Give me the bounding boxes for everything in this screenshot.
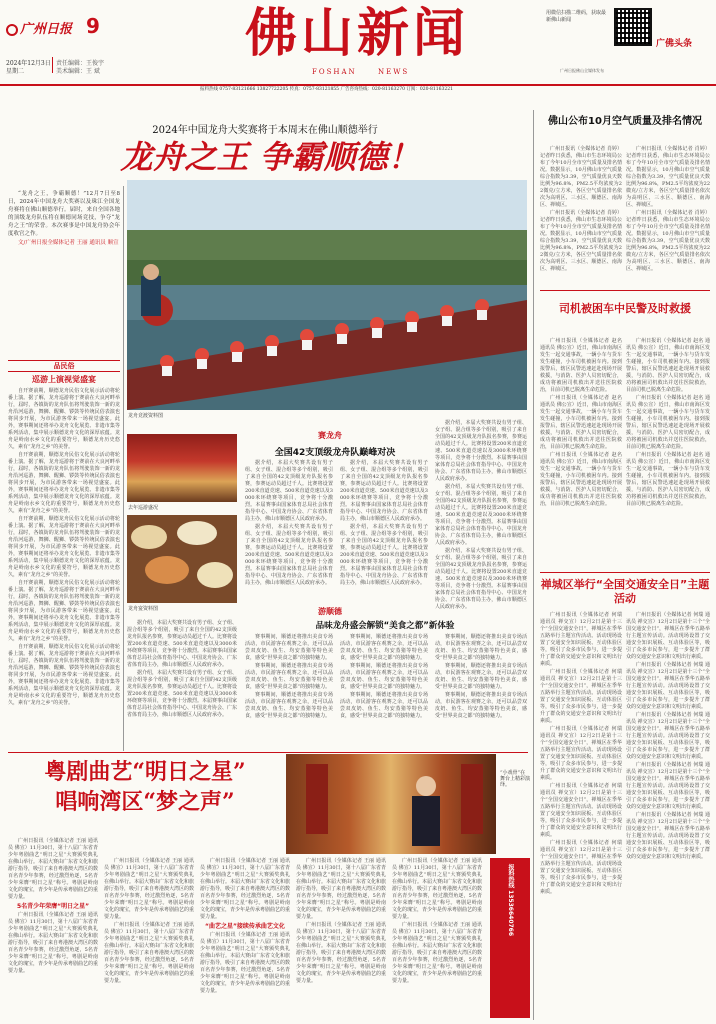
qr-caption: 用微信扫描二维码，获取最新佛山新闻	[546, 10, 607, 23]
section-en-left: FOSHAN	[312, 68, 357, 76]
story-rule	[540, 290, 710, 291]
dragon-boat-photo	[127, 180, 527, 410]
banquet-photo	[127, 515, 237, 603]
logo-icon	[6, 24, 18, 36]
story3-title: 禅城区举行“全国交通安全日”主题活动	[540, 578, 710, 605]
lead-byline: 文/广州日报全媒体记者 王丽 通讯员 顺宣	[18, 240, 119, 246]
lead-intro: “龙舟之王，争霸顺德！”12月7日至8日，2024年中国龙舟大奖赛以及珠江全国龙舟赛将在佛山顺德举行。届时，来自全国各地的顶级龙舟队伍将在顺德同场竞技，争夺“龙舟之王”的荣誉。本次赛事是中国龙舟协会年度收官之作。 文/广州日报全媒体记者 王丽 通讯员 顺宣	[8, 191, 120, 246]
sub-label: 赛龙舟	[318, 431, 342, 440]
bottom-col1: 广州日报讯（全媒体记者 王丽 通讯员 佛宣）11月30日，第十八届广东省青少年粤剧曲艺“明日之星”大赛颁奖典礼在佛山举行。本届大赛由广东省文化和旅游厅指导，吸引了来自粤港澳大湾区的数百名青少年参赛，经过激烈角逐，5名青少年荣膺“明日之星”称号。粤剧是岭南文化的瑰宝，青少年是传承粤剧曲艺的重要力量。 5名青少年荣膺“明日之星” 广州日报讯（全媒体记者 王丽 通讯员 佛宣）11月30日，第十八届广东省青少年粤剧曲艺“明日之星”大赛颁奖典礼在佛山举行。本届大赛由广东省文化和旅游厅指导，吸引了来自粤港澳大湾区的数百名青少年参赛，经过激烈角逐，5名青少年荣膺“明日之星”称号。粤剧是岭南文化的瑰宝，青少年是传承粤剧曲艺的重要力量。	[8, 838, 99, 974]
brand-sub: 广州日报佛山全媒体发布	[560, 68, 604, 73]
opera-performer	[286, 754, 496, 854]
bottom-col4: 广州日报讯（全媒体记者 王丽 通讯员 佛宣）11月30日，第十八届广东省青少年粤剧曲艺“明日之星”大赛颁奖典礼在佛山举行。本届大赛由广东省文化和旅游厅指导，吸引了来自粤港澳大湾区的数百名青少年参赛，经过激烈角逐，5名青少年荣膺“明日之星”称号。粤剧是岭南文化的瑰宝，青少年是传承粤剧曲艺的重要力量。 广州日报讯（全媒体记者 王丽 通讯员 佛宣）11月30日，第十八届广东省青少年粤剧曲艺“明日之星”大赛颁奖典礼在佛山举行。本届大赛由广东省文化和旅游厅指导，吸引了来自粤港澳大湾区的数百名青少年参赛，经过激烈角逐，5名青少年荣膺“明日之星”称号。粤剧是岭南文化的瑰宝，青少年是传承粤剧曲艺的重要力量。	[296, 858, 387, 984]
bottom-rule	[8, 752, 528, 753]
bottom-subhead-1: 5名青少年荣膺“明日之星”	[16, 903, 90, 910]
lead-title: 龙舟之王 争霸顺德！	[120, 138, 420, 176]
sub-text-col3: 据介绍，本届大奖赛共设有男子组、女子组、混合组等多个组别，吸引了来自全国的42支顶级龙舟队报名参赛，参赛运动员超过千人。比赛将设置200米直道竞速、500米直道竞速以及3000米环绕赛等项目，竞争将十分激烈。本届赛事由国家体育总局社会体育指导中心、中国龙舟协会、广东省体育局主办，佛山市顺德区人民政府承办。 据介绍，本届大奖赛共设有男子组、女子组、混合组等多个组别，吸引了来自全国的42支顶级龙舟队报名参赛，参赛运动员超过千人。比赛将设置200米直道竞速、500米直道竞速以及3000米环绕赛等项目，竞争将十分激烈。本届赛事由国家体育总局社会体育指导中心、中国龙舟协会、广东省体育局主办，佛山市顺德区人民政府承办。 据介绍，本届大奖赛共设有男子组、女子组、混合组等多个组别，吸引了来自全国的42支顶级龙舟队报名参赛，参赛运动员超过千人。比赛将设置200米直道竞速、500米直道竞速以及3000米环绕赛等项目，竞争将十分激烈。本届赛事由国家体育总局社会体育指导中心、中国龙舟协会、广东省体育局主办，佛山市顺德区人民政府承办。	[435, 420, 527, 610]
column-divider	[533, 110, 534, 1020]
sub2-text-col1: 赛事期间，顺德还将推出美食专场活动，市民游客在观赛之余，还可以品尝双皮奶、鱼生、均安蒸猪等特色美食，感受“世界美食之都”的独特魅力。 赛事期间，顺德还将推出美食专场活动，市民游客在观赛之余，还可以品尝双皮奶、鱼生、均安蒸猪等特色美食，感受“世界美食之都”的独特魅力。 赛事期间，顺德还将推出美食专场活动，市民游客在观赛之余，还可以品尝双皮奶、鱼生、均安蒸猪等特色美食，感受“世界美食之都”的独特魅力。	[245, 634, 333, 719]
bottom-col5: 广州日报讯（全媒体记者 王丽 通讯员 佛宣）11月30日，第十八届广东省青少年粤剧曲艺“明日之星”大赛颁奖典礼在佛山举行。本届大赛由广东省文化和旅游厅指导，吸引了来自粤港澳大湾区的数百名青少年参赛，经过激烈角逐，5名青少年荣膺“明日之星”称号。粤剧是岭南文化的瑰宝，青少年是传承粤剧曲艺的重要力量。 广州日报讯（全媒体记者 王丽 通讯员 佛宣）11月30日，第十八届广东省青少年粤剧曲艺“明日之星”大赛颁奖典礼在佛山举行。本届大赛由广东省文化和旅游厅指导，吸引了来自粤港澳大湾区的数百名青少年参赛，经过激烈角逐，5名青少年荣膺“明日之星”称号。粤剧是岭南文化的瑰宝，青少年是传承粤剧曲艺的重要力量。	[392, 858, 483, 984]
lead-photo	[127, 180, 527, 410]
brand-label: 广佛头条	[656, 39, 693, 49]
parade-photo	[127, 434, 237, 502]
story-rule	[540, 572, 710, 573]
qr-code[interactable]	[614, 8, 652, 46]
banquet-dishes	[127, 515, 237, 603]
lead-photo-caption: 龙舟竞渡资料图	[128, 413, 164, 419]
sub-title: 全国42支顶级龙舟队巅峰对决	[274, 448, 396, 458]
sub-title-2: 品味龙舟盛会解锁“美食之都”新体验	[315, 621, 455, 631]
bottom-title-1: 粤剧曲艺“明日之星”	[44, 759, 246, 785]
hotline-vertical: 报料热线 13536640766	[507, 864, 514, 937]
sub-text-col1: 据介绍，本届大奖赛共设有男子组、女子组、混合组等多个组别，吸引了来自全国的42支顶级龙舟队报名参赛，参赛运动员超过千人。比赛将设置200米直道竞速、500米直道竞速以及3000米环绕赛等项目，竞争将十分激烈。本届赛事由国家体育总局社会体育指导中心、中国龙舟协会、广东省体育局主办，佛山市顺德区人民政府承办。 据介绍，本届大奖赛共设有男子组、女子组、混合组等多个组别，吸引了来自全国的42支顶级龙舟队报名参赛，参赛运动员超过千人。比赛将设置200米直道竞速、500米直道竞速以及3000米环绕赛等项目，竞争将十分激烈。本届赛事由国家体育总局社会体育指导中心、中国龙舟协会、广东省体育局主办，佛山市顺德区人民政府承办。	[245, 460, 333, 586]
story3-text-a: 广州日报讯（全媒体记者 何瑞 通讯员 禅交宣）12月2日是第十三个“全国交通安全日”，禅城区在季华五路举行主题宣传活动。活动现场设置了交通安全知识展板、互动体验区等，吸引了众多市民参与，进一步提升了群众的交通安全意识和文明出行素质。 广州日报讯（全媒体记者 何瑞 通讯员 禅交宣）12月2日是第十三个“全国交通安全日”，禅城区在季华五路举行主题宣传活动。活动现场设置了交通安全知识展板、互动体验区等，吸引了众多市民参与，进一步提升了群众的交通安全意识和文明出行素质。 广州日报讯（全媒体记者 何瑞 通讯员 禅交宣）12月2日是第十三个“全国交通安全日”，禅城区在季华五路举行主题宣传活动。活动现场设置了交通安全知识展板、互动体验区等，吸引了众多市民参与，进一步提升了群众的交通安全意识和文明出行素质。 广州日报讯（全媒体记者 何瑞 通讯员 禅交宣）12月2日是第十三个“全国交通安全日”，禅城区在季华五路举行主题宣传活动。活动现场设置了交通安全知识展板、互动体验区等，吸引了众多市民参与，进一步提升了群众的交通安全意识和文明出行素质。 广州日报讯（全媒体记者 何瑞 通讯员 禅交宣）12月2日是第十三个“全国交通安全日”，禅城区在季华五路举行主题宣传活动。活动现场设置了交通安全知识展板、互动体验区等，吸引了众多市民参与，进一步提升了群众的交通安全意识和文明出行素质。	[540, 612, 622, 895]
masthead	[0, 0, 716, 90]
newspaper-logo: 广州日报	[6, 18, 72, 37]
column-title: 巡游上演视觉盛宴	[32, 375, 96, 384]
section-en-right: NEWS	[378, 68, 410, 76]
story1-text-b: 广州日报讯（全媒体记者 肖婷）记者昨日获悉，佛山市生态环境局公布了今年10月全市空气质量及排名情况。数据显示，10月佛山市空气质量综合指数为3.39，空气质量优良天数比例为96.8%，PM2.5平均浓度为22微克/立方米，各区空气质量排名依次为高明区、三水区、顺德区、南海区、禅城区。 广州日报讯（全媒体记者 肖婷）记者昨日获悉，佛山市生态环境局公布了今年10月全市空气质量及排名情况。数据显示，10月佛山市空气质量综合指数为3.39，空气质量优良天数比例为96.8%，PM2.5平均浓度为22微克/立方米，各区空气质量排名依次为高明区、三水区、顺德区、南海区、禅城区。	[626, 146, 710, 272]
page-number: 9	[86, 14, 100, 38]
bottom-col2: 广州日报讯（全媒体记者 王丽 通讯员 佛宣）11月30日，第十八届广东省青少年粤剧曲艺“明日之星”大赛颁奖典礼在佛山举行。本届大赛由广东省文化和旅游厅指导，吸引了来自粤港澳大湾区的数百名青少年参赛，经过激烈角逐，5名青少年荣膺“明日之星”称号。粤剧是岭南文化的瑰宝，青少年是传承粤剧曲艺的重要力量。 广州日报讯（全媒体记者 王丽 通讯员 佛宣）11月30日，第十八届广东省青少年粤剧曲艺“明日之星”大赛颁奖典礼在佛山举行。本届大赛由广东省文化和旅游厅指导，吸引了来自粤港澳大湾区的数百名青少年参赛，经过激烈角逐，5名青少年荣膺“明日之星”称号。粤剧是岭南文化的瑰宝，青少年是传承粤剧曲艺的重要力量。	[104, 858, 195, 984]
story1-text-a: 广州日报讯（全媒体记者 肖婷）记者昨日获悉，佛山市生态环境局公布了今年10月全市空气质量及排名情况。数据显示，10月佛山市空气质量综合指数为3.39，空气质量优良天数比例为96.8%，PM2.5平均浓度为22微克/立方米，各区空气质量排名依次为高明区、三水区、顺德区、南海区、禅城区。 广州日报讯（全媒体记者 肖婷）记者昨日获悉，佛山市生态环境局公布了今年10月全市空气质量及排名情况。数据显示，10月佛山市空气质量综合指数为3.39，空气质量优良天数比例为96.8%，PM2.5平均浓度为22微克/立方米，各区空气质量排名依次为高明区、三水区、顺德区、南海区、禅城区。	[540, 146, 622, 272]
banquet-photo-caption: 龙舟宴资料图	[128, 606, 159, 612]
divider	[52, 57, 53, 73]
sub-label-2: 游顺德	[318, 607, 342, 616]
section-title: 佛山新闻	[245, 3, 470, 64]
column-label: 品民俗	[53, 362, 75, 370]
bottom-subhead-2: “曲艺之星”接续传承曲艺文化	[205, 923, 285, 930]
sub2-text-col3: 赛事期间，顺德还将推出美食专场活动，市民游客在观赛之余，还可以品尝双皮奶、鱼生、均安蒸猪等特色美食，感受“世界美食之都”的独特魅力。 赛事期间，顺德还将推出美食专场活动，市民游客在观赛之余，还可以品尝双皮奶、鱼生、均安蒸猪等特色美食，感受“世界美食之都”的独特魅力。 赛事期间，顺德还将推出美食专场活动，市民游客在观赛之余，还可以品尝双皮奶、鱼生、均安蒸猪等特色美食，感受“世界美食之都”的独特魅力。	[435, 634, 527, 719]
story1-title: 佛山公布10月空气质量及排名情况	[548, 116, 702, 127]
column-divider	[123, 186, 124, 751]
date: 2024年12月3日	[6, 60, 51, 67]
bottom-col3: 广州日报讯（全媒体记者 王丽 通讯员 佛宣）11月30日，第十八届广东省青少年粤剧曲艺“明日之星”大赛颁奖典礼在佛山举行。本届大赛由广东省文化和旅游厅指导，吸引了来自粤港澳大湾区的数百名青少年参赛，经过激烈角逐，5名青少年荣膺“明日之星”称号。粤剧是岭南文化的瑰宝，青少年是传承粤剧曲艺的重要力量。 “曲艺之星”接续传承曲艺文化 广州日报讯（全媒体记者 王丽 通讯员 佛宣）11月30日，第十八届广东省青少年粤剧曲艺“明日之星”大赛颁奖典礼在佛山举行。本届大赛由广东省文化和旅游厅指导，吸引了来自粤港澳大湾区的数百名青少年参赛，经过激烈角逐，5名青少年荣膺“明日之星”称号。粤剧是岭南文化的瑰宝，青少年是传承粤剧曲艺的重要力量。	[200, 858, 291, 994]
hotline-strip	[490, 858, 530, 1018]
art-editor: 美术编辑：王 斌	[56, 68, 100, 75]
column-label-box	[8, 360, 120, 372]
opera-photo	[286, 754, 496, 854]
opera-photo-caption: “小戏骨”在舞台上精彩演绎。	[500, 770, 531, 788]
weekday: 星期二	[6, 68, 25, 75]
editor: 责任编辑：王俊宇	[56, 60, 105, 67]
lead-col-text-left: 据介绍，本届大奖赛共设有男子组、女子组、混合组等多个组别，吸引了来自全国的42支顶级龙舟队报名参赛，参赛运动员超过千人。比赛将设置200米直道竞速、500米直道竞速以及3000米环绕赛等项目，竞争将十分激烈。本届赛事由国家体育总局社会体育指导中心、中国龙舟协会、广东省体育局主办，佛山市顺德区人民政府承办。 据介绍，本届大奖赛共设有男子组、女子组、混合组等多个组别，吸引了来自全国的42支顶级龙舟队报名参赛，参赛运动员超过千人。比赛将设置200米直道竞速、500米直道竞速以及3000米环绕赛等项目，竞争将十分激烈。本届赛事由国家体育总局社会体育指导中心、中国龙舟协会、广东省体育局主办，佛山市顺德区人民政府承办。	[127, 620, 238, 718]
sub-text-col2: 据介绍，本届大奖赛共设有男子组、女子组、混合组等多个组别，吸引了来自全国的42支顶级龙舟队报名参赛，参赛运动员超过千人。比赛将设置200米直道竞速、500米直道竞速以及3000米环绕赛等项目，竞争将十分激烈。本届赛事由国家体育总局社会体育指导中心、中国龙舟协会、广东省体育局主办，佛山市顺德区人民政府承办。 据介绍，本届大奖赛共设有男子组、女子组、混合组等多个组别，吸引了来自全国的42支顶级龙舟队报名参赛，参赛运动员超过千人。比赛将设置200米直道竞速、500米直道竞速以及3000米环绕赛等项目，竞争将十分激烈。本届赛事由国家体育总局社会体育指导中心、中国龙舟协会、广东省体育局主办，佛山市顺德区人民政府承办。	[340, 460, 428, 586]
parade-photo-caption: 去年巡游盛况	[128, 505, 159, 511]
lead-kicker: 2024年中国龙舟大奖赛将于本周末在佛山顺德举行	[152, 125, 378, 136]
story2-title: 司机被困车中民警及时救援	[559, 302, 691, 315]
sub2-text-col2: 赛事期间，顺德还将推出美食专场活动，市民游客在观赛之余，还可以品尝双皮奶、鱼生、均安蒸猪等特色美食，感受“世界美食之都”的独特魅力。 赛事期间，顺德还将推出美食专场活动，市民游客在观赛之余，还可以品尝双皮奶、鱼生、均安蒸猪等特色美食，感受“世界美食之都”的独特魅力。 赛事期间，顺德还将推出美食专场活动，市民游客在观赛之余，还可以品尝双皮奶、鱼生、均安蒸猪等特色美食，感受“世界美食之都”的独特魅力。	[340, 634, 428, 719]
column-text: 自开赛前期，顺德龙舟民俗文化展示活动将轮番上演。据了解，龙舟巡游将于赛前在大良河畔举行，届时，各镇街的龙舟队伍将驾驶装饰一新的龙舟沿河巡游，舞狮、醒狮、锣鼓等传统民俗表演也将同步开展，为市民游客带来一场视觉盛宴。此外，赛事期间还将举办龙舟文化展览、非遗市集等系列活动，集中展示顺德龙舟文化的深厚底蕴。龙舟是岭南水乡文化的重要符号，顺德龙舟历史悠久，素有“龙舟之乡”的美誉。 自开赛前期，顺德龙舟民俗文化展示活动将轮番上演。据了解，龙舟巡游将于赛前在大良河畔举行，届时，各镇街的龙舟队伍将驾驶装饰一新的龙舟沿河巡游，舞狮、醒狮、锣鼓等传统民俗表演也将同步开展，为市民游客带来一场视觉盛宴。此外，赛事期间还将举办龙舟文化展览、非遗市集等系列活动，集中展示顺德龙舟文化的深厚底蕴。龙舟是岭南水乡文化的重要符号，顺德龙舟历史悠久，素有“龙舟之乡”的美誉。 自开赛前期，顺德龙舟民俗文化展示活动将轮番上演。据了解，龙舟巡游将于赛前在大良河畔举行，届时，各镇街的龙舟队伍将驾驶装饰一新的龙舟沿河巡游，舞狮、醒狮、锣鼓等传统民俗表演也将同步开展，为市民游客带来一场视觉盛宴。此外，赛事期间还将举办龙舟文化展览、非遗市集等系列活动，集中展示顺德龙舟文化的深厚底蕴。龙舟是岭南水乡文化的重要符号，顺德龙舟历史悠久，素有“龙舟之乡”的美誉。 自开赛前期，顺德龙舟民俗文化展示活动将轮番上演。据了解，龙舟巡游将于赛前在大良河畔举行，届时，各镇街的龙舟队伍将驾驶装饰一新的龙舟沿河巡游，舞狮、醒狮、锣鼓等传统民俗表演也将同步开展，为市民游客带来一场视觉盛宴。此外，赛事期间还将举办龙舟文化展览、非遗市集等系列活动，集中展示顺德龙舟文化的深厚底蕴。龙舟是岭南水乡文化的重要符号，顺德龙舟历史悠久，素有“龙舟之乡”的美誉。 自开赛前期，顺德龙舟民俗文化展示活动将轮番上演。据了解，龙舟巡游将于赛前在大良河畔举行，届时，各镇街的龙舟队伍将驾驶装饰一新的龙舟沿河巡游，舞狮、醒狮、锣鼓等传统民俗表演也将同步开展，为市民游客带来一场视觉盛宴。此外，赛事期间还将举办龙舟文化展览、非遗市集等系列活动，集中展示顺德龙舟文化的深厚底蕴。龙舟是岭南水乡文化的重要符号，顺德龙舟历史悠久，素有“龙舟之乡”的美誉。	[8, 388, 120, 706]
hotline-bar: 报料热线 0757-83121666 13827722205 传真：0757-83121855 广告咨询热线：020-81163270 订阅：020-81163221	[200, 87, 453, 92]
story3-text-b: 广州日报讯（全媒体记者 何瑞 通讯员 禅交宣）12月2日是第十三个“全国交通安全日”，禅城区在季华五路举行主题宣传活动。活动现场设置了交通安全知识展板、互动体验区等，吸引了众多市民参与，进一步提升了群众的交通安全意识和文明出行素质。 广州日报讯（全媒体记者 何瑞 通讯员 禅交宣）12月2日是第十三个“全国交通安全日”，禅城区在季华五路举行主题宣传活动。活动现场设置了交通安全知识展板、互动体验区等，吸引了众多市民参与，进一步提升了群众的交通安全意识和文明出行素质。 广州日报讯（全媒体记者 何瑞 通讯员 禅交宣）12月2日是第十三个“全国交通安全日”，禅城区在季华五路举行主题宣传活动。活动现场设置了交通安全知识展板、互动体验区等，吸引了众多市民参与，进一步提升了群众的交通安全意识和文明出行素质。 广州日报讯（全媒体记者 何瑞 通讯员 禅交宣）12月2日是第十三个“全国交通安全日”，禅城区在季华五路举行主题宣传活动。活动现场设置了交通安全知识展板、互动体验区等，吸引了众多市民参与，进一步提升了群众的交通安全意识和文明出行素质。 广州日报讯（全媒体记者 何瑞 通讯员 禅交宣）12月2日是第十三个“全国交通安全日”，禅城区在季华五路举行主题宣传活动。活动现场设置了交通安全知识展板、互动体验区等，吸引了众多市民参与，进一步提升了群众的交通安全意识和文明出行素质。	[626, 612, 710, 860]
brand	[656, 36, 692, 49]
bottom-title-2: 唱响湾区“梦之声”	[55, 789, 235, 815]
story2-text-b: 广州日报讯（全媒体记者 赵名 通讯员 佛公宣）近日，佛山市南海区发生一起交通事故，一辆小车与货车发生碰撞，小车司机被困车内。接到报警后，辖区民警迅速赶赴现场开展救援，与消防、医护人员密切配合，成功将被困司机救出并送往医院救治，目前司机已脱离生命危险。 广州日报讯（全媒体记者 赵名 通讯员 佛公宣）近日，佛山市南海区发生一起交通事故，一辆小车与货车发生碰撞，小车司机被困车内。接到报警后，辖区民警迅速赶赴现场开展救援，与消防、医护人员密切配合，成功将被困司机救出并送往医院救治，目前司机已脱离生命危险。 广州日报讯（全媒体记者 赵名 通讯员 佛公宣）近日，佛山市南海区发生一起交通事故，一辆小车与货车发生碰撞，小车司机被困车内。接到报警后，辖区民警迅速赶赴现场开展救援，与消防、医护人员密切配合，成功将被困司机救出并送往医院救治，目前司机已脱离生命危险。	[626, 338, 710, 507]
story2-text-a: 广州日报讯（全媒体记者 赵名 通讯员 佛公宣）近日，佛山市南海区发生一起交通事故，一辆小车与货车发生碰撞，小车司机被困车内。接到报警后，辖区民警迅速赶赴现场开展救援，与消防、医护人员密切配合，成功将被困司机救出并送往医院救治，目前司机已脱离生命危险。 广州日报讯（全媒体记者 赵名 通讯员 佛公宣）近日，佛山市南海区发生一起交通事故，一辆小车与货车发生碰撞，小车司机被困车内。接到报警后，辖区民警迅速赶赴现场开展救援，与消防、医护人员密切配合，成功将被困司机救出并送往医院救治，目前司机已脱离生命危险。 广州日报讯（全媒体记者 赵名 通讯员 佛公宣）近日，佛山市南海区发生一起交通事故，一辆小车与货车发生碰撞，小车司机被困车内。接到报警后，辖区民警迅速赶赴现场开展救援，与消防、医护人员密切配合，成功将被困司机救出并送往医院救治，目前司机已脱离生命危险。	[540, 338, 622, 507]
